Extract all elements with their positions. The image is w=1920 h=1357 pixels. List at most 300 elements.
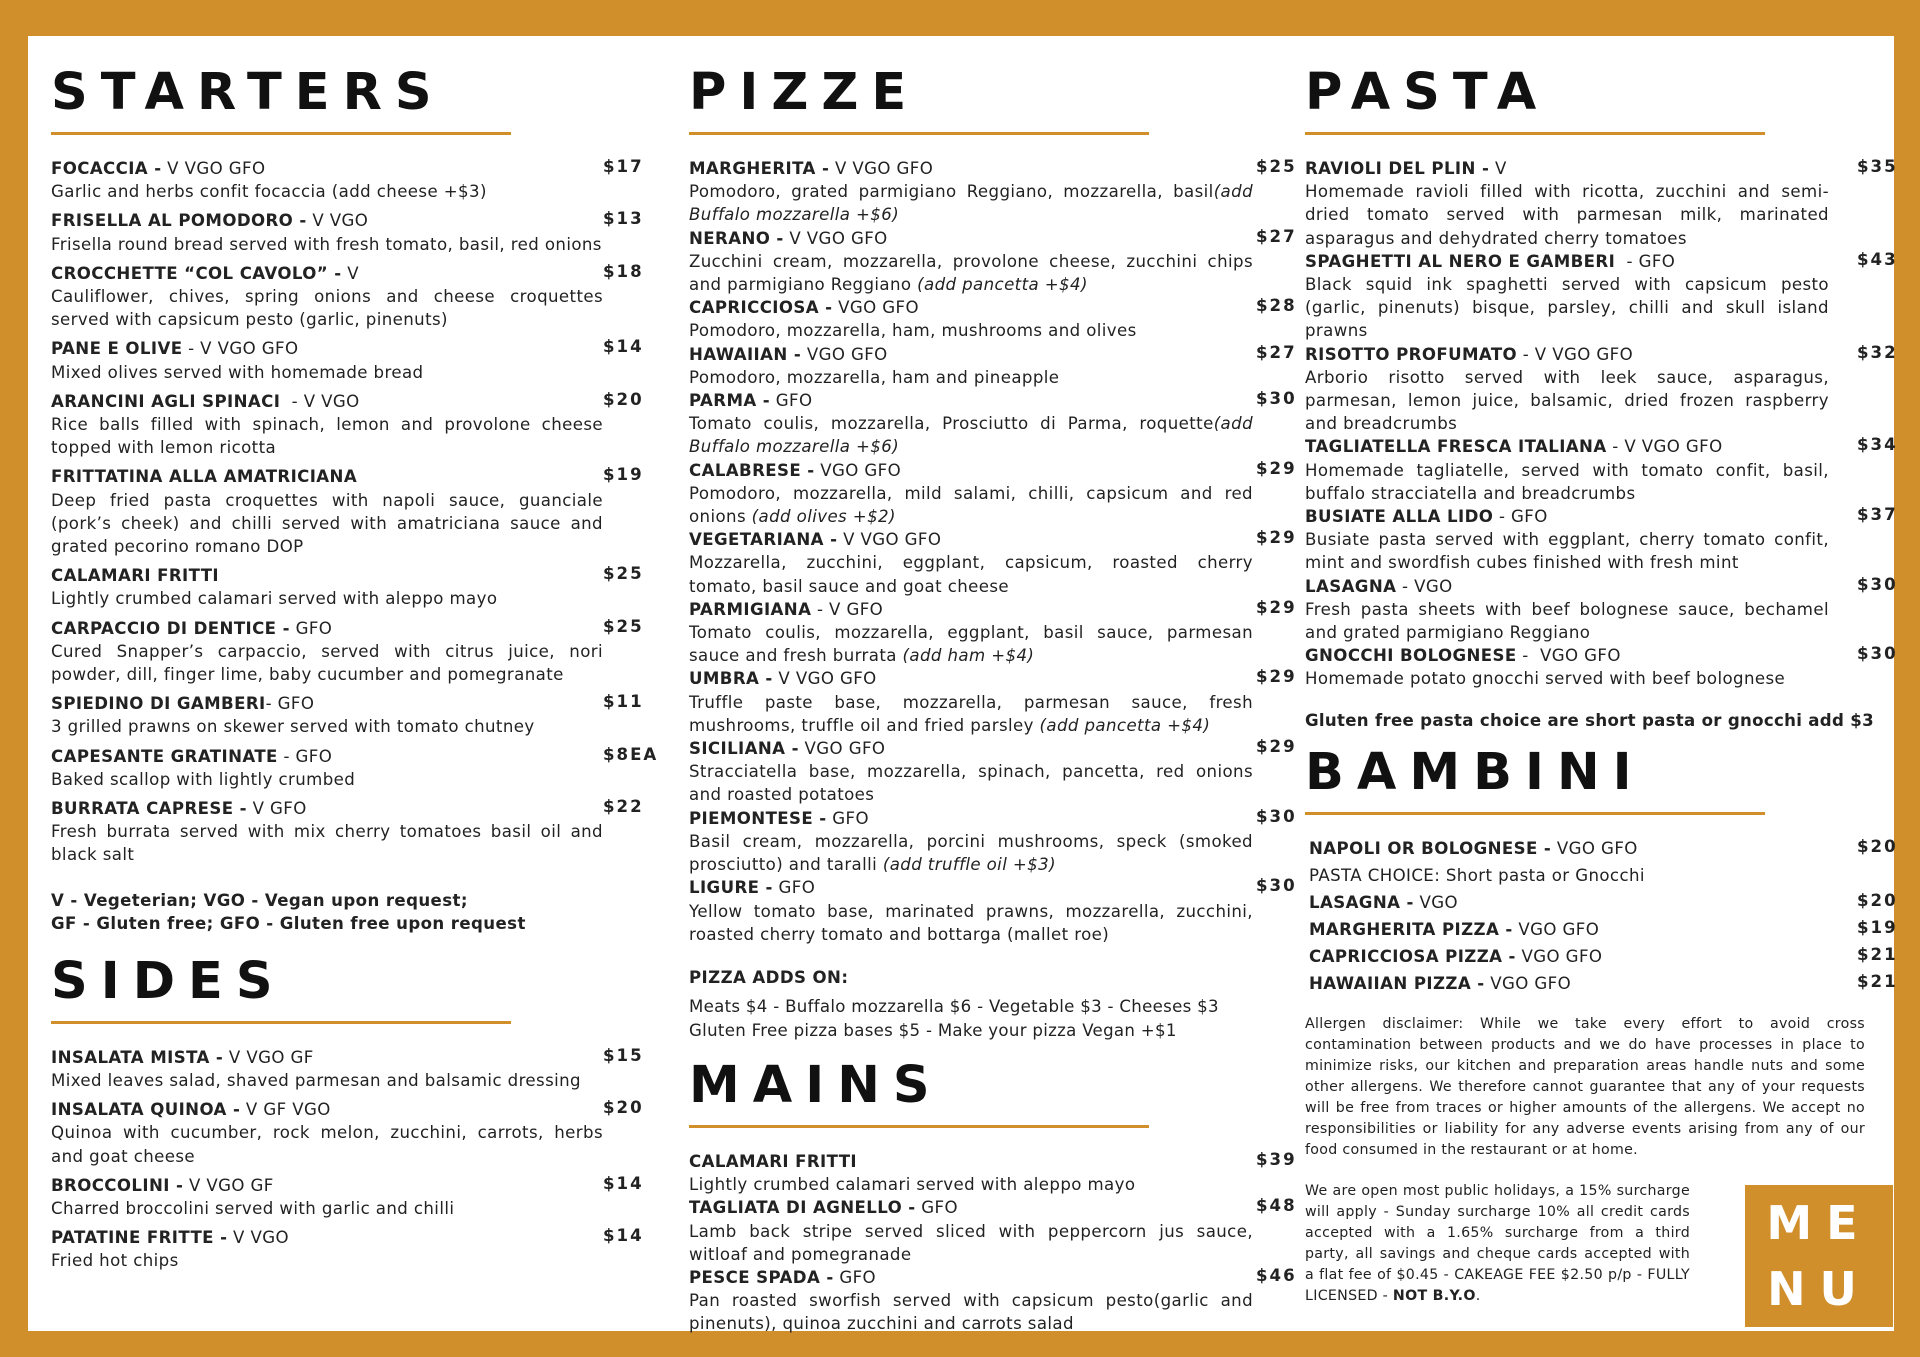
menu-item-heading (51, 745, 689, 768)
menu-item-diet-tags: V VGO GFO (783, 228, 888, 248)
menu-item-heading (51, 337, 689, 360)
menu-item-price: $25 (1256, 157, 1297, 176)
menu-item-heading (51, 1226, 689, 1249)
legend-line-1: V - Vegeterian; VGO - Vegan upon request; (51, 890, 468, 910)
menu-item-description-text: Black squid ink spaghetti served with capsicum pesto (garlic, pinenuts) bisque, parsley, chilli and skull island prawns (1305, 275, 1835, 341)
menu-item (1305, 971, 1898, 996)
menu-item (689, 598, 1309, 668)
column-left (51, 36, 689, 1273)
menu-item-name: CAPESANTE GRATINATE (51, 746, 278, 766)
menu-item-name: PARMA - (689, 391, 771, 411)
menu-item-price: $48 (1256, 1196, 1297, 1216)
menu-item-diet-tags: VGO (1413, 892, 1458, 912)
menu-item-description-text: Basil cream, mozzarella, porcini mushrooms, speck (smoked prosciutto) and taralli (689, 831, 1259, 875)
menu-item (689, 1266, 1309, 1336)
menu-item-price: $30 (1256, 389, 1297, 409)
menu-item-name: RISOTTO PROFUMATO (1305, 344, 1518, 364)
menu-item-diet-tags: - VGO GFO (1516, 646, 1621, 666)
menu-item-description-text: Arborio risotto served with leek sauce, asparagus, parmesan, lemon juice, balsamic, dried frozen raspberry and breadcrumbs (1305, 367, 1835, 434)
menu-item (51, 262, 689, 332)
menu-item-price: $17 (603, 157, 644, 176)
menu-item-addon: (add Buffalo mozzarella +$6) (689, 182, 1253, 225)
menu-item-diet-tags: - GFO (1493, 507, 1548, 527)
menu-item-name: NERANO - (689, 228, 784, 248)
menu-item-description (689, 691, 1259, 737)
menu-item-diet-tags: VGO GFO (832, 298, 919, 318)
menu-item-heading (689, 737, 1309, 760)
menu-item-heading (51, 157, 689, 180)
menu-item-price: $30 (1857, 644, 1898, 664)
menu-item (689, 737, 1309, 807)
menu-item-price: $43 (1857, 249, 1898, 269)
menu-item-diet-tags: VGO GFO (1484, 973, 1572, 993)
menu-item-name: SPIEDINO DI GAMBERI (51, 694, 266, 714)
menu-item (51, 209, 689, 255)
menu-item-description (51, 233, 603, 256)
menu-item-diet-tags: VGO GFO (814, 460, 902, 480)
menu-item-diet-tags: - V VGO (280, 391, 360, 411)
menu-item-name: CALAMARI FRITTI (689, 1151, 857, 1171)
menu-item-price: $27 (1256, 226, 1297, 246)
menu-item (51, 390, 689, 460)
starters-rule (51, 132, 511, 135)
menu-item-heading (689, 667, 1309, 690)
pasta-title: PASTA (1305, 63, 1550, 122)
menu-item-diet-tags: - GFO (1615, 251, 1676, 271)
menu-item-description (51, 1249, 603, 1272)
menu-item (1305, 890, 1898, 915)
pizze-title: PIZZE (689, 63, 920, 122)
menu-item (51, 564, 689, 610)
menu-item-description (1305, 180, 1835, 250)
menu-item (1305, 944, 1898, 969)
menu-item-description-text: Quinoa with cucumber, rock melon, zucchini, carrots, herbs and goat cheese (51, 1123, 609, 1166)
menu-item-description-text: 3 grilled prawns on skewer served with tomato chutney (51, 717, 535, 737)
menu-item-heading (689, 598, 1309, 621)
menu-item-heading (689, 876, 1309, 899)
menu-item-description-text: Lamb back stripe served sliced with peppercorn jus sauce, witloaf and pomegranade (689, 1221, 1259, 1264)
menu-item-heading (51, 1098, 689, 1121)
menu-item-diet-tags: - V VGO GFO (1517, 344, 1634, 364)
menu-item-description (689, 830, 1259, 876)
menu-item-description-text: Mixed leaves salad, shaved parmesan and balsamic dressing (51, 1070, 581, 1090)
menu-item-name: CARPACCIO DI DENTICE - (51, 618, 290, 638)
menu-item (51, 1174, 689, 1220)
menu-item-heading (1309, 918, 1865, 942)
menu-item-price: $20 (1857, 890, 1898, 910)
menu-item-price: $37 (1857, 505, 1898, 525)
menu-item-heading (689, 157, 1309, 180)
menu-item-diet-tags: V VGO GFO (837, 530, 942, 550)
menu-item (1305, 505, 1898, 575)
menu-item (51, 1226, 689, 1272)
menu-item-heading (1305, 343, 1865, 366)
menu-item-description-text: Homemade ravioli filled with ricotta, zucchini and semi-dried tomato served with parmesan milk, marinated asparagus and dehydrated cherry tomatoes (1305, 182, 1835, 248)
menu-item-description (689, 621, 1259, 667)
menu-item-description-text: Pomodoro, mozzarella, ham, mushrooms and olives (689, 321, 1137, 341)
menu-item-name: INSALATA QUINOA - (51, 1100, 241, 1120)
menu-item-diet-tags: - GFO (265, 694, 315, 714)
menu-item-heading (1309, 891, 1865, 915)
menu-item-description-text: Deep fried pasta croquettes with napoli sauce, guanciale (pork’s cheek) and chilli served with amatriciana sauce and grated pecorino romano DOP (51, 490, 609, 557)
menu-item-name: GNOCCHI BOLOGNESE (1305, 646, 1517, 666)
menu-item-description (51, 361, 603, 384)
pasta-rule (1305, 132, 1765, 135)
menu-item-heading (1309, 837, 1865, 861)
menu-item-name: PARMIGIANA (689, 599, 812, 619)
pasta-list (1305, 157, 1898, 691)
menu-item (689, 459, 1309, 529)
menu-item-description-text: Frisella round bread served with fresh tomato, basil, red onions (51, 234, 602, 254)
menu-item-description (51, 413, 609, 459)
starters-title: STARTERS (51, 63, 445, 122)
menu-item-price: $30 (1256, 806, 1297, 826)
menu-item-description (1305, 273, 1835, 343)
pizze-rule (689, 132, 1149, 135)
menu-item-addon: (add truffle oil +$3) (882, 855, 1056, 875)
menu-item-name: BURRATA CAPRESE - (51, 799, 247, 819)
menu-item-diet-tags: GFO (915, 1198, 958, 1218)
surcharge-text: We are open most public holidays, a 15% surcharge will apply - Sunday surcharge 10% all credit cards accepted with a 1.65% surcharge from a third party, all savings and cheque cards accepted with a flat fee of $0.45 - CAKEAGE FEE $2.50 p/p - FULLY LICENSED - (1305, 1182, 1690, 1304)
menu-logo-box (1745, 1185, 1893, 1327)
menu-item-description-text: Pomodoro, grated parmigiano Reggiano, mozzarella, basil (689, 182, 1214, 202)
menu-item-name: TAGLIATA DI AGNELLO - (689, 1198, 916, 1218)
menu-sheet (28, 36, 1898, 1334)
menu-item-heading (51, 1174, 689, 1197)
menu-item-price: $29 (1256, 597, 1297, 617)
menu-item (51, 337, 689, 383)
menu-item-description (51, 715, 603, 738)
menu-item-description (1305, 598, 1835, 644)
menu-item-price: $27 (1256, 342, 1297, 362)
menu-item-description (51, 180, 603, 203)
menu-item (689, 528, 1309, 598)
menu-item-name: LASAGNA (1305, 576, 1397, 596)
menu-item-price: $13 (603, 209, 644, 229)
menu-item-description (51, 489, 609, 559)
menu-item-name: SPAGHETTI AL NERO E GAMBERI (1305, 251, 1616, 271)
menu-item-description-text: Garlic and herbs confit focaccia (add cheese +$3) (51, 182, 487, 202)
menu-item-diet-tags: V VGO GFO (161, 159, 266, 178)
menu-item-description-text: Tomato coulis, mozzarella, eggplant, basil sauce, parmesan sauce and fresh burrata (689, 623, 1259, 666)
menu-item-diet-tags: - V VGO GFO (182, 339, 299, 359)
starters-list (51, 157, 689, 867)
gluten-free-pasta-note: Gluten free pasta choice are short pasta or gnocchi add $3 (1305, 710, 1874, 730)
menu-item-name: CAPRICCIOSA PIZZA - (1309, 946, 1516, 966)
menu-item (51, 465, 689, 558)
menu-item-name: NAPOLI OR BOLOGNESE - (1309, 838, 1552, 858)
menu-item-name: BUSIATE ALLA LIDO (1305, 507, 1494, 527)
menu-item-heading (689, 389, 1309, 412)
menu-item-description-text: Lightly crumbed calamari served with aleppo mayo (689, 1175, 1136, 1195)
menu-item-diet-tags: VGO GFO (798, 739, 886, 759)
menu-item (1305, 644, 1898, 690)
menu-item-description (51, 285, 609, 331)
menu-item-price: $19 (603, 465, 644, 485)
menu-item-diet-tags: - V VGO GFO (1606, 437, 1723, 457)
menu-item (51, 1046, 689, 1092)
menu-item-name: PANE E OLIVE (51, 339, 183, 359)
menu-item-heading (1305, 435, 1865, 458)
menu-item-description-text: Tomato coulis, mozzarella, Prosciutto di Parma, roquette (689, 414, 1214, 434)
menu-item-name: SICILIANA - (689, 739, 799, 759)
menu-item-name: FRITTATINA ALLA AMATRICIANA (51, 467, 358, 487)
menu-item-description-text: Mixed olives served with homemade bread (51, 362, 424, 382)
menu-item-description (51, 1197, 603, 1220)
menu-item-price: $30 (1256, 876, 1297, 896)
menu-item-price: $25 (603, 564, 644, 584)
menu-item-heading (689, 1266, 1309, 1289)
menu-item (689, 1150, 1309, 1196)
menu-item (51, 692, 689, 738)
column-right (1305, 36, 1898, 1316)
menu-item-price: $14 (603, 337, 644, 357)
menu-item-description-text: Pan roasted sworfish served with capsicum pesto(garlic and pinenuts), quinoa zucchini and carrots salad (689, 1291, 1259, 1334)
menu-item-name: HAWAIIAN PIZZA - (1309, 973, 1485, 993)
menu-item-description (689, 319, 1253, 342)
menu-item-diet-tags: V GF VGO (240, 1100, 331, 1120)
menu-item-diet-tags: VGO GFO (1551, 838, 1638, 858)
mains-rule (689, 1125, 1149, 1128)
menu-item-name: MARGHERITA - (689, 159, 830, 178)
menu-item-description (1305, 528, 1835, 574)
surcharge-info (1305, 1181, 1690, 1307)
menu-item-diet-tags: GFO (770, 391, 813, 411)
menu-item-description-text: Rice balls filled with spinach, lemon and provolone cheese topped with lemon ricotta (51, 415, 609, 458)
menu-item-description-text: Zucchini cream, mozzarella, provolone cheese, zucchini chips and parmigiano Reggiano (689, 251, 1259, 295)
menu-item-heading (51, 390, 689, 413)
menu-item-name: CALAMARI FRITTI (51, 566, 219, 586)
menu-item-diet-tags: GFO (833, 1267, 876, 1287)
menu-item-description-text: Pomodoro, mozzarella, ham and pineapple (689, 367, 1060, 387)
menu-item-price: $29 (1256, 528, 1297, 548)
mains-list (689, 1150, 1309, 1336)
menu-item-heading (1309, 864, 1865, 888)
menu-item-description (51, 587, 603, 610)
menu-item-heading (689, 343, 1309, 366)
menu-item-description-text: Fresh pasta sheets with beef bolognese sauce, bechamel and grated parmigiano Reggiano (1305, 599, 1835, 643)
menu-item-price: $8EA (603, 744, 659, 764)
menu-item-diet-tags: - VGO (1396, 576, 1453, 596)
menu-item-description (51, 1069, 603, 1092)
menu-item-price: $11 (603, 692, 644, 712)
pizza-adds-line-1: Meats $4 - Buffalo mozzarella $6 - Vegetable $3 - Cheeses $3 (689, 996, 1219, 1016)
menu-item-name: VEGETARIANA - (689, 530, 838, 550)
menu-item-addon: (add pancetta +$4) (1039, 715, 1211, 735)
menu-logo-line-2: NU (1767, 1261, 1871, 1316)
menu-item-addon: (add ham +$4) (902, 646, 1035, 666)
menu-item-description-text: Busiate pasta served with eggplant, cherry tomato confit, mint and swordfish cubes finished with fresh mint (1305, 530, 1835, 573)
menu-item-price: $20 (603, 389, 644, 409)
legend-line-2: GF - Gluten free; GFO - Gluten free upon request (51, 913, 526, 933)
menu-item-diet-tags: - GFO (277, 746, 333, 766)
menu-item-heading (689, 296, 1309, 319)
menu-item-heading (51, 564, 689, 587)
menu-item-description (689, 1289, 1259, 1335)
sides-rule (51, 1021, 511, 1024)
menu-item-description-text: Lightly crumbed calamari served with aleppo mayo (51, 589, 498, 609)
menu-item-diet-tags: GFO (772, 878, 816, 898)
menu-item-diet-tags: V VGO GF (223, 1047, 314, 1067)
menu-item-price: $22 (603, 797, 644, 817)
menu-item-name: INSALATA MISTA - (51, 1047, 224, 1067)
pizza-adds-line-2: Gluten Free pizza bases $5 - Make your pizza Vegan +$1 (689, 1020, 1177, 1040)
menu-item-diet-tags: V VGO GFO (772, 669, 877, 689)
menu-item-name: FOCACCIA - (51, 159, 162, 178)
menu-item (689, 227, 1309, 297)
menu-item-name: BROCCOLINI - (51, 1175, 184, 1195)
menu-item-description-text: Homemade tagliatelle, served with tomato confit, basil, buffalo stracciatella and breadcrumbs (1305, 460, 1835, 503)
menu-item-description-text: Truffle paste base, mozzarella, parmesan sauce, fresh mushrooms, truffle oil and fried parsley (689, 692, 1259, 735)
menu-item-description (689, 412, 1253, 458)
bambini-list (1305, 836, 1898, 996)
menu-item-price: $14 (603, 1173, 644, 1193)
menu-item (1305, 435, 1898, 505)
menu-item-description (51, 1121, 609, 1167)
menu-item-description-text: Homemade potato gnocchi served with beef bolognese (1305, 669, 1786, 689)
menu-item-name: TAGLIATELLA FRESCA ITALIANA (1305, 437, 1607, 457)
menu-item-price: $30 (1857, 574, 1898, 594)
menu-item-price: $28 (1256, 296, 1297, 316)
menu-item-description (689, 900, 1259, 946)
sides-title: SIDES (51, 951, 286, 1011)
menu-item-name: UMBRA - (689, 669, 773, 689)
menu-item-price: $15 (603, 1045, 644, 1065)
menu-item-price: $34 (1857, 435, 1898, 455)
allergen-disclaimer: Allergen disclaimer: While we take every effort to avoid cross contamination between products and we do have processes in place to minimize risks, our kitchen and preparation areas handle nuts and some other allergens. We therefore cannot guarantee that any of your requests will be free from traces or higher amounts of the allergens. We accept no responsibilities or liability for any adverse events arising from any of our food consumed in the restaurant or at home. (1305, 1015, 1865, 1158)
menu-item-heading (1309, 945, 1865, 969)
menu-item-heading (51, 1046, 689, 1069)
menu-item-diet-tags: GFO (826, 808, 869, 828)
menu-item-heading (1305, 505, 1865, 528)
pizze-list (689, 157, 1309, 946)
menu-item (1305, 864, 1865, 888)
menu-item-diet-tags: PASTA CHOICE: Short pasta or Gnocchi (1309, 865, 1645, 885)
menu-item-description-text: Baked scallop with lightly crumbed (51, 769, 356, 789)
menu-item-description (51, 768, 603, 791)
menu-item (689, 157, 1309, 227)
menu-item (1305, 836, 1898, 861)
menu-item (689, 876, 1309, 946)
menu-item-name: ARANCINI AGLI SPINACI (51, 391, 281, 411)
menu-item-price: $20 (603, 1098, 644, 1118)
menu-item-description (689, 250, 1259, 296)
menu-item-heading (51, 617, 689, 640)
menu-item-description (1305, 459, 1835, 505)
menu-item (1305, 249, 1898, 343)
menu-item-description-text: Fresh burrata served with mix cherry tomatoes basil oil and black salt (51, 822, 609, 865)
mains-title: MAINS (689, 1055, 943, 1115)
menu-item-addon: (add Buffalo mozzarella +$6) (689, 414, 1253, 457)
menu-item-diet-tags: VGO GFO (1512, 919, 1600, 939)
menu-item-heading (1305, 250, 1865, 273)
menu-item-price: $18 (603, 261, 644, 281)
menu-item-name: FRISELLA AL POMODORO - (51, 211, 307, 231)
menu-item (689, 667, 1309, 737)
menu-item-heading (689, 459, 1309, 482)
menu-item-name: MARGHERITA PIZZA - (1309, 919, 1513, 939)
menu-item-description-text: Mozzarella, zucchini, eggplant, capsicum, roasted cherry tomato, basil sauce and goat cheese (689, 553, 1259, 596)
menu-item-diet-tags: V VGO (306, 211, 369, 231)
menu-item-heading (689, 528, 1309, 551)
menu-item (689, 343, 1309, 389)
menu-item-description-text: Cauliflower, chives, spring onions and cheese croquettes served with capsicum pesto (garlic, pinenuts) (51, 287, 609, 330)
menu-item (51, 745, 689, 791)
menu-item-diet-tags: GFO (289, 618, 333, 638)
menu-item-description (51, 640, 609, 686)
pizza-adds-title: PIZZA ADDS ON: (689, 967, 849, 987)
menu-item-diet-tags: VGO GFO (1515, 946, 1603, 966)
menu-item-name: CROCCHETTE “COL CAVOLO” - (51, 263, 342, 283)
menu-item-heading (51, 465, 689, 488)
menu-item-description (1305, 366, 1835, 436)
menu-item-price: $32 (1857, 342, 1898, 362)
menu-item-diet-tags: V VGO GFO (829, 159, 934, 178)
sides-list (51, 1046, 689, 1273)
menu-item-addon: (add pancetta +$4) (917, 275, 1088, 295)
menu-item-description-text: Charred broccolini served with garlic and chilli (51, 1198, 455, 1218)
menu-item-heading (51, 262, 689, 285)
menu-item-price: $35 (1857, 157, 1898, 176)
menu-item-name: LIGURE - (689, 878, 773, 898)
menu-item (1305, 917, 1898, 942)
menu-item-description-text: Yellow tomato base, marinated prawns, mozzarella, zucchini, roasted cherry tomato and bottarga (mallet roe) (689, 901, 1259, 944)
menu-item-heading (689, 227, 1309, 250)
menu-item-description (51, 820, 609, 866)
menu-item-description (1305, 667, 1829, 690)
menu-item-diet-tags: VGO GFO (801, 344, 888, 364)
menu-item-name: RAVIOLI DEL PLIN - (1305, 159, 1490, 178)
menu-item-description (689, 1173, 1253, 1196)
menu-item-heading (689, 1196, 1309, 1219)
diet-legend (51, 889, 689, 935)
menu-item-price: $14 (603, 1226, 644, 1246)
menu-item-price: $29 (1256, 667, 1297, 687)
bambini-title: BAMBINI (1305, 742, 1645, 802)
menu-item-name: PIEMONTESE - (689, 808, 827, 828)
menu-item (1305, 574, 1898, 645)
menu-item-heading (689, 1150, 1309, 1173)
menu-item-price: $20 (1857, 836, 1898, 856)
menu-item-description (689, 366, 1253, 389)
byo-notice: NOT B.Y.O (1392, 1287, 1476, 1304)
menu-item-diet-tags: V (1489, 159, 1507, 178)
menu-item-diet-tags: V VGO (227, 1228, 289, 1248)
menu-item-description-text: Pomodoro, mozzarella, mild salami, chilli, capsicum and red onions (689, 483, 1259, 527)
menu-logo-line-1: ME (1766, 1195, 1872, 1250)
menu-item (51, 617, 689, 687)
menu-item-description (689, 551, 1259, 597)
menu-item-description (689, 760, 1259, 806)
menu-item-price: $29 (1256, 458, 1297, 478)
menu-item-heading (1305, 575, 1865, 598)
menu-item-heading (1309, 972, 1865, 996)
menu-item-price: $21 (1857, 944, 1898, 964)
menu-item-diet-tags: - V GFO (811, 599, 884, 619)
menu-item-heading (1305, 644, 1865, 667)
menu-item (689, 807, 1309, 877)
menu-item (51, 157, 689, 203)
menu-item-description (689, 1220, 1259, 1266)
menu-item-name: PESCE SPADA - (689, 1267, 834, 1287)
menu-item-price: $29 (1256, 737, 1297, 757)
menu-item-name: LASAGNA - (1309, 892, 1414, 912)
menu-item-heading (51, 209, 689, 232)
menu-item (1305, 157, 1898, 250)
menu-item (689, 296, 1309, 342)
menu-item (51, 797, 689, 867)
menu-item-price: $46 (1256, 1265, 1297, 1285)
